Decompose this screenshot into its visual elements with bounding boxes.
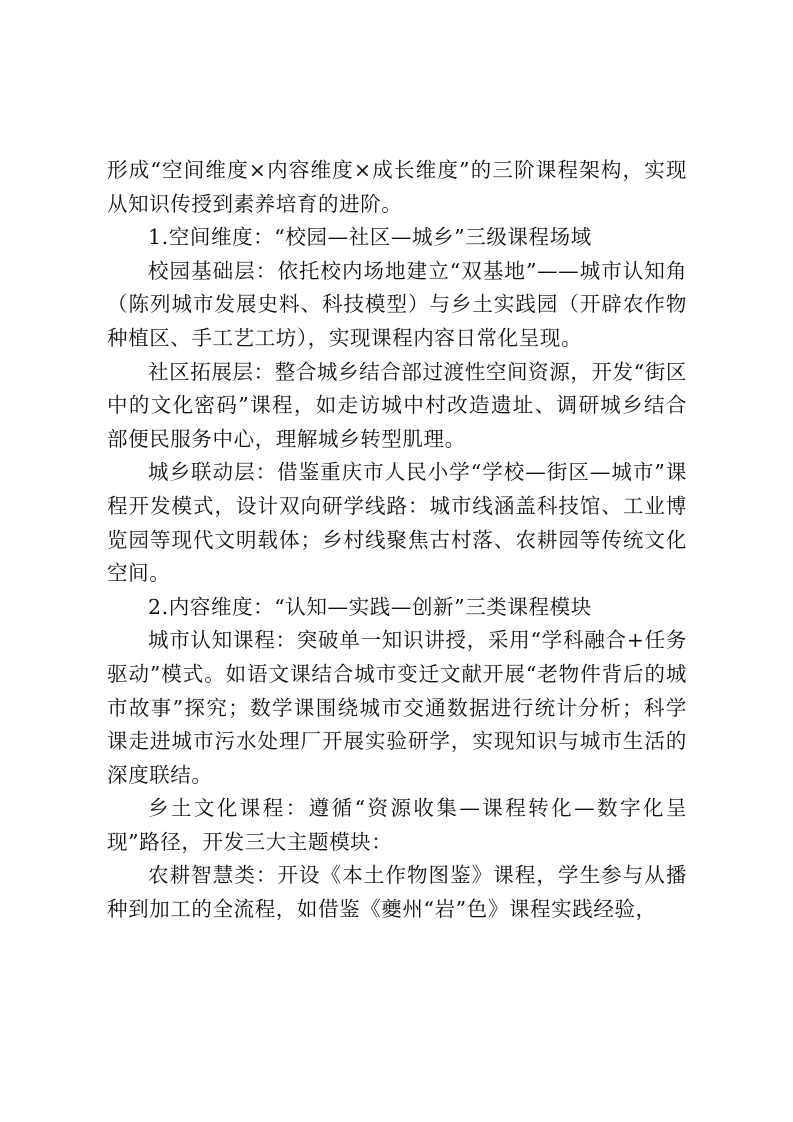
paragraph-architecture-summary: 形成“空间维度×内容维度×成长维度”的三阶课程架构，实现从知识传授到素养培育的进阶。 [107,158,687,216]
document-body [107,154,687,927]
paragraph-farming-wisdom: 农耕智慧类：开设《本土作物图鉴》课程，学生参与从播种到加工的全流程，如借鉴《夔州“岩”色》课程实践经验， [107,863,687,922]
heading-spatial-dimension: 1.空间维度：“校园—社区—城乡”三级课程场域 [148,225,592,250]
paragraph-campus-layer: 校园基础层：依托校内场地建立“双基地”——城市认知角（陈列城市发展史料、科技模型）与乡土实践园（开辟农作物种植区、手工艺工坊），实现课程内容日常化呈现。 [107,258,687,350]
paragraph-city-cognition-course: 城市认知课程：突破单一知识讲授，采用“学科融合+任务驱动”模式。如语文课结合城市变迁文献开展“老物件背后的城市故事”探究；数学课围绕城市交通数据进行统计分析；科学课走进城市污水处理厂开展实验研学，实现知识与城市生活的深度联结。 [107,628,687,787]
paragraph-urban-rural-layer: 城乡联动层：借鉴重庆市人民小学“学校—街区—城市”课程开发模式，设计双向研学线路：城市线涵盖科技馆、工业博览园等现代文明载体；乡村线聚焦古村落、农耕园等传统文化空间。 [107,460,687,586]
paragraph-local-culture-course: 乡土文化课程：遵循“资源收集—课程转化—数字化呈现”路径，开发三大主题模块： [107,796,687,854]
paragraph-community-layer: 社区拓展层：整合城乡结合部过渡性空间资源，开发“街区中的文化密码”课程，如走访城中村改造遗址、调研城乡结合部便民服务中心，理解城乡转型肌理。 [107,359,687,451]
heading-content-dimension: 2.内容维度：“认知—实践—创新”三类课程模块 [148,594,592,619]
